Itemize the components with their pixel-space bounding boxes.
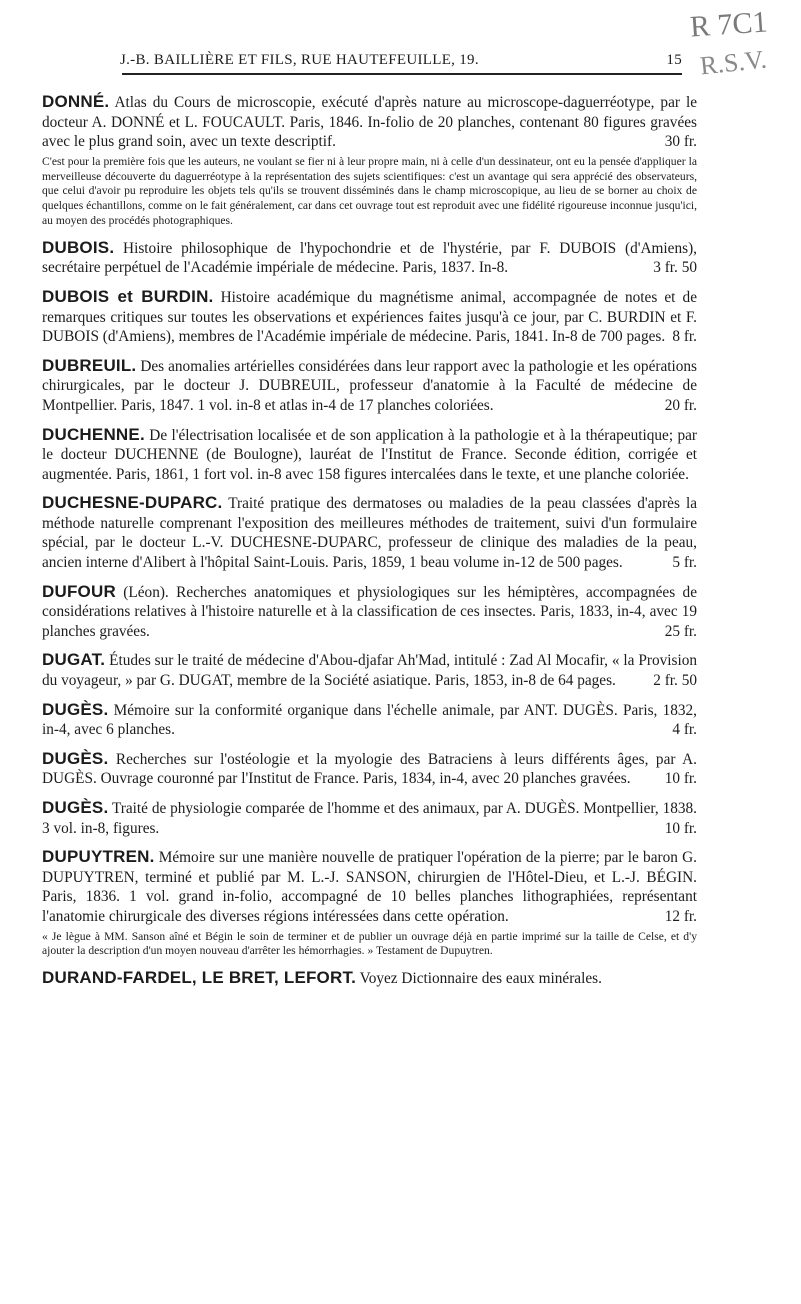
catalog-entry (42, 700, 697, 740)
entry-price: 12 fr. (664, 907, 697, 925)
entry-author: DUBREUIL. (42, 355, 137, 375)
entry-body: De l'électrisation localisée et de son application à la pathologie et à la thérapeutique; par le docteur DUCHENNE (de Boulogne), lauréat de l'Institut de France. Seconde édition, corrigée et augmentée. Paris, 1861, 1 fort vol. in-8 avec 158 figures intercalées dans le texte, et une planche coloriée. (42, 426, 697, 483)
catalog-entry (42, 92, 697, 229)
entry-price: 25 fr. (664, 622, 697, 640)
entry-text (42, 238, 697, 278)
page-number: 15 (666, 52, 682, 68)
entry-author: DUCHENNE. (42, 424, 145, 444)
entry-price: 10 fr. (664, 819, 697, 837)
entry-author: DUGAT. (42, 650, 106, 670)
entry-body: Des anomalies artérielles considérées dans leur rapport avec la pathologie et les opérations chirurgicales, par le docteur J. DUBREUIL, professeur d'anatomie à la Faculté de médecine de Montpellier. Paris, 1847. 1 vol. in-8 et atlas in-4 de 17 planches coloriées. (42, 357, 697, 414)
entry-author: DUPUYTREN. (42, 847, 155, 867)
entry-body: Histoire philosophique de l'hypochondrie et de l'hystérie, par F. DUBOIS (d'Amiens), secrétaire perpétuel de l'Académie impériale de médecine. Paris, 1837. In-8. (42, 239, 697, 277)
entry-body: Atlas du Cours de microscopie, exécuté d'après nature au microscope-daguerréotype, par le docteur A. DONNÉ et L. FOUCAULT. Paris, 1846. In-folio de 20 planches, contenant 80 figures gravées avec le plus grand soin, avec un texte descriptif. (42, 94, 697, 151)
header-rule (122, 73, 682, 75)
entry-author: DUGÈS. (42, 699, 109, 719)
entry-author: DUGÈS. (42, 748, 109, 768)
entry-author: DUCHESNE-DUPARC. (42, 493, 223, 513)
entry-author: DUBOIS et BURDIN. (42, 286, 214, 306)
entry-price: 2 fr. 50 (653, 672, 697, 690)
catalog-entry (42, 749, 697, 789)
library-stamp: R 7C1 (688, 5, 769, 44)
entry-price: 3 fr. 50 (653, 259, 697, 277)
catalog-entry (42, 287, 697, 347)
entry-price: 8 fr. (672, 328, 697, 346)
entry-price: 30 fr. (664, 133, 697, 151)
entry-text (42, 650, 697, 690)
entry-price: 5 fr. (672, 554, 697, 572)
publisher-line: J.-B. BAILLIÈRE ET FILS, RUE HAUTEFEUILLE, 19. (120, 52, 479, 68)
catalog-entry (42, 425, 697, 485)
entry-author: DUGÈS. (42, 798, 109, 818)
entry-author: DUBOIS. (42, 237, 115, 257)
entry-body: Histoire académique du magnétisme animal, accompagnée de notes et de remarques critiques sur toutes les observations et expériences faites jusqu'à ce jour, par C. BURDIN et F. DUBOIS (d'Amiens), membres de l'Académie impériale de médecine. Paris, 1841. In-8 de 700 pages. (42, 288, 697, 346)
catalog-list (42, 92, 697, 988)
entry-price: 20 fr. (664, 396, 697, 414)
entry-text (42, 749, 697, 789)
catalog-entry (42, 582, 697, 642)
entry-price: 10 fr. (664, 770, 697, 788)
entry-price: 4 fr. (672, 721, 697, 739)
entry-body: Mémoire sur une manière nouvelle de pratiquer l'opération de la pierre; par le baron G. DUPUYTREN, terminé et publié par M. L.-J. SANSON, chirurgien de l'Hôtel-Dieu, et L.-J. BÉGIN. Paris, 1836. 1 vol. grand in-folio, accompagné de 10 belles planches lithographiées, représentant l'anatomie chirurgicale des diverses régions intéressées dans cette opération. (42, 849, 697, 925)
entry-author: DONNÉ. (42, 92, 110, 111)
entry-author: DUFOUR (42, 581, 116, 601)
catalog-entry (42, 493, 697, 572)
catalog-entry (42, 238, 697, 278)
catalog-entry-durand-fardel (42, 968, 697, 988)
entry-text (42, 356, 697, 416)
catalog-entry (42, 356, 697, 416)
entry-note: C'est pour la première fois que les auteurs, ne voulant se fier ni à leur propre main, ni à celle d'un dessinateur, ont eu la pensée d'appliquer la merveilleuse découverte du daguerréotype à la représentation des sujets scientifiques: c'est un avantage qui sera apprécié des observateurs, que celui d'avoir pu reproduire les objets tels qu'ils se trouvent disséminés dans le champ microscopique, au lieu de se borner au choix de quelques échantillons, comme on le fait généralement, car dans cet ouvrage tout est reproduit avec une fidélité rigoureuse inconnue jusqu'ici, au moyen des procédés photographiques. (42, 154, 697, 227)
entry-body: Études sur le traité de médecine d'Abou-djafar Ah'Mad, intitulé : Zad Al Mocafir, « la Provision du voyageur, » par G. DUGAT, membre de la Société asiatique. Paris, 1853, in-8 de 64 pages. (42, 652, 697, 690)
entry-body: Voyez Dictionnaire des eaux minérales. (356, 970, 602, 988)
catalog-entry (42, 650, 697, 690)
entry-body: Traité pratique des dermatoses ou maladies de la peau classées d'après la méthode naturelle comprenant l'exposition des meilleures méthodes de traitement, suivi d'un formulaire spécial, par le docteur L.-V. DUCHESNE-DUPARC, professeur de clinique des maladies de la peau, ancien interne d'Alibert à l'hôpital Saint-Louis. Paris, 1859, 1 beau volume in-12 de 500 pages. (42, 495, 697, 572)
entry-text (42, 425, 697, 485)
running-header (120, 52, 680, 69)
library-stamp-mark: R.S.V. (698, 44, 769, 81)
entry-text (42, 92, 697, 152)
entry-body: Mémoire sur la conformité organique dans l'échelle animale, par ANT. DUGÈS. Paris, 1832, in-4, avec 6 planches. (42, 701, 697, 739)
entry-author: DURAND-FARDEL, LE BRET, LEFORT. (42, 968, 357, 988)
entry-body: Traité de physiologie comparée de l'homme et des animaux, par A. DUGÈS. Montpellier, 1838. 3 vol. in-8, figures. (42, 800, 697, 837)
entry-body: (Léon). Recherches anatomiques et physiologiques sur les hémiptères, accompagnées de considérations relatives à l'histoire naturelle et à la classification de ces insectes. Paris, 1833, in-4, avec 19 planches gravées. (42, 583, 697, 640)
entry-text (42, 582, 697, 642)
catalog-entry (42, 798, 697, 838)
entry-text (42, 493, 697, 572)
entry-note: « Je lègue à MM. Sanson aîné et Bégin le soin de terminer et de publier un ouvrage déjà en partie imprimé sur la taille de Celse, et d'y ajouter la description d'un moyen nouveau d'arrêter les hémorrhagies. » Testament de Dupuytren. (42, 929, 697, 958)
entries-container (42, 92, 697, 959)
entry-text (42, 847, 697, 926)
entry-text (42, 798, 697, 838)
entry-body: Recherches sur l'ostéologie et la myologie des Batraciens à leurs différents âges, par A. DUGÈS. Ouvrage couronné par l'Institut de France. Paris, 1834, in-4, avec 20 planches gravées. (42, 750, 697, 788)
catalog-entry (42, 847, 697, 959)
entry-text (42, 287, 697, 347)
entry-text (42, 700, 697, 740)
